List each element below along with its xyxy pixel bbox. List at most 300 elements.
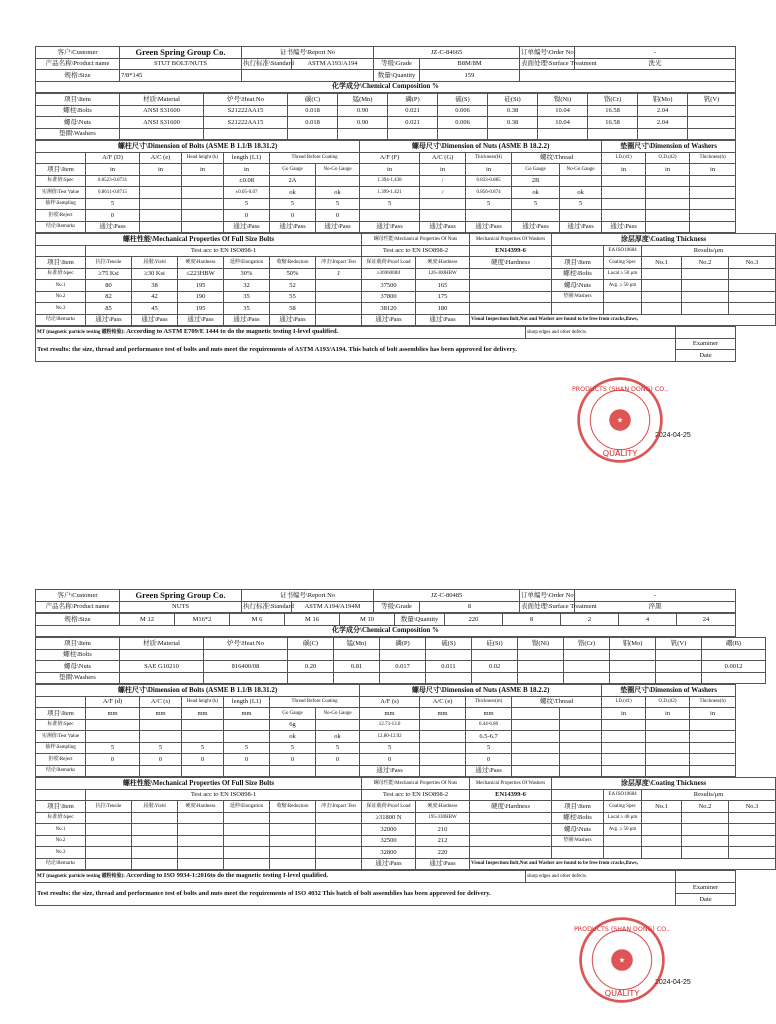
mech-cell (132, 812, 178, 824)
chem-cell: 0.90 (338, 117, 388, 129)
mech-cell (270, 824, 316, 836)
dim-cell (224, 719, 270, 731)
mech-cell: 82 (86, 291, 132, 303)
chem-header: 镍(Ni) (538, 94, 588, 106)
mech-cell (642, 291, 682, 303)
dim-cell (646, 210, 690, 222)
mech-header: 项目\Item (36, 257, 86, 269)
mech-cell: 58 (270, 303, 316, 315)
dim-row (36, 754, 736, 766)
dim-cell (140, 175, 182, 187)
dim-cell (512, 765, 560, 777)
coating-results-label: Results/μm (642, 789, 776, 801)
dim-cell (182, 719, 224, 731)
chem-cell (564, 672, 610, 684)
svg-text:★: ★ (616, 415, 624, 425)
mt-label: MT (magnetic particle testing 磁粉检验): (37, 874, 125, 880)
mech-cell: 通过\Pass (86, 314, 132, 326)
mech-cell: 50% (270, 268, 316, 280)
dim-cell: 0 (360, 754, 420, 766)
dim-cell: 5 (182, 742, 224, 754)
dim-cell (316, 175, 360, 187)
dim-cell (182, 221, 224, 233)
chem-header: 硅(Si) (488, 94, 538, 106)
product-value: STUT BOLT/NUTS (120, 58, 242, 70)
mech-header: 延伸\Elongation (224, 801, 270, 813)
mech-cell: 螺柱\Bolts (552, 812, 604, 824)
chem-cell (488, 128, 538, 140)
dim-row (36, 742, 736, 754)
cert1-dim-table (35, 140, 736, 233)
grade-value: B8M/8M (420, 58, 520, 70)
dim-cell (560, 742, 602, 754)
dim-cell: ok (270, 187, 316, 199)
mech-cell: J (316, 268, 362, 280)
mech-cell: 螺柱\Bolts (552, 268, 604, 280)
chem-cell: 0.38 (488, 105, 538, 117)
mech-cell (604, 291, 642, 303)
dim-cell: 5 (270, 198, 316, 210)
chem-header: 项目\Item (36, 94, 120, 106)
dim-unit: in (646, 164, 690, 176)
chem-header: 碳(C) (288, 94, 338, 106)
dim-row (36, 731, 736, 743)
mech-cell (470, 268, 552, 280)
seal-bottom-text: QUALITY (602, 448, 638, 458)
mech-header: 收缩\Reduction (270, 257, 316, 269)
mech-nut-title: 螺母性能\Mechanical Properties Of Nuts (362, 778, 470, 790)
dim-unit: mm (224, 708, 270, 720)
chem-row (36, 105, 736, 117)
size-value: M 16 (285, 614, 340, 626)
chem-cell: 0.81 (334, 661, 380, 673)
mech-cell: 190 (178, 291, 224, 303)
mech-cell (604, 303, 642, 315)
mech-cell (178, 858, 224, 870)
chem-cell (204, 128, 288, 140)
chem-cell (702, 672, 766, 684)
chem-cell (438, 128, 488, 140)
chem-cell (656, 661, 702, 673)
coating-col: No.2 (682, 257, 729, 269)
mech-cell (86, 824, 132, 836)
dim-header: I.D.(d1) (602, 696, 646, 708)
blank-cell (242, 70, 374, 82)
dim-cell: 结论\Remarks (36, 765, 86, 777)
mech-header: 冲击\Impact Test (316, 257, 362, 269)
mech-cell (316, 824, 362, 836)
coating-col: No.1 (642, 801, 682, 813)
mech-cell (224, 858, 270, 870)
report-label: 证书编号\Report No (242, 590, 374, 602)
dim-header: A/F (d) (86, 696, 140, 708)
dim-cell: ok (512, 187, 560, 199)
dim-cell (646, 731, 690, 743)
mech-cell (470, 812, 552, 824)
mech-cell (682, 812, 729, 824)
dim-cell (646, 187, 690, 199)
mech-header: 屈服\Yield (132, 257, 178, 269)
mech-cell: 通过\Pass (270, 314, 316, 326)
chem-cell: 0.90 (338, 105, 388, 117)
mech-cell: ≥75 Ksi (86, 268, 132, 280)
standard-label: 执行标准\Standard (242, 601, 292, 613)
dim-cell: 5 (316, 742, 360, 754)
chem-cell (656, 649, 702, 661)
dim-header: Head height (k) (182, 152, 224, 164)
mech-cell: No.3 (36, 303, 86, 315)
mech-cell: 210 (416, 824, 470, 836)
grade-label: 等级\Grade (374, 601, 420, 613)
mech-cell (270, 847, 316, 859)
mech-header: 硬度\Hardness (416, 801, 470, 813)
mech-cell: ≤223HBW (178, 268, 224, 280)
chem-header: 钒(V) (656, 638, 702, 650)
mech-cell (729, 812, 776, 824)
dim-header: Head height (k) (182, 696, 224, 708)
chem-cell: 10.04 (538, 117, 588, 129)
mech-cell (682, 835, 729, 847)
date-value: 2024-04-25 (655, 432, 691, 439)
chem-header: 炉号\Heat No (204, 638, 288, 650)
mech-cell (86, 835, 132, 847)
mech-cell (682, 824, 729, 836)
dim-cell (646, 221, 690, 233)
dim-cell (646, 198, 690, 210)
dim-nut-title: 螺母尺寸\Dimension of Nuts (ASME B 18.2.2) (360, 685, 602, 697)
dim-cell: 0.8611-0.8715 (86, 187, 140, 199)
chem-header: 碳(C) (288, 638, 334, 650)
dim-cell: ok (560, 187, 602, 199)
mech-cell (316, 314, 362, 326)
mech-cell (642, 812, 682, 824)
dim-cell (420, 198, 466, 210)
mech-cell (729, 268, 776, 280)
mech-cell (224, 824, 270, 836)
dim-cell (602, 731, 646, 743)
coating-col: Coating Spec (604, 801, 642, 813)
dim-cell: 5 (512, 198, 560, 210)
dim-cell (690, 719, 736, 731)
dim-cell (182, 187, 224, 199)
dim-cell: ok (270, 731, 316, 743)
dim-cell: 0.856-0.874 (466, 187, 512, 199)
blank-cell (552, 789, 604, 801)
size-label: 规格\Size (36, 614, 120, 626)
dim-cell (512, 742, 560, 754)
dim-cell: 通过\Pass (602, 221, 646, 233)
dim-cell: 5 (224, 198, 270, 210)
mech-cell: Avg. ≥ 50 μm (604, 824, 642, 836)
mech-row (36, 858, 776, 870)
mech-cell (316, 812, 362, 824)
mech-cell: 通过\Pass (224, 314, 270, 326)
chem-cell (610, 649, 656, 661)
dim-cell: 0.833-0.885 (466, 175, 512, 187)
chem-cell: ANSI S31600 (120, 117, 204, 129)
chem-header: 硫(S) (426, 638, 472, 650)
result-text: Test results: the size, thread and performance test of bolts and nuts meet the requirements of ISO 4032 This batch of bolt assemblies has been approved for delivery. (36, 882, 676, 905)
blank-cell (676, 871, 736, 883)
chem-cell (688, 117, 736, 129)
dim-unit: mm (86, 708, 140, 720)
chem-cell: S21222AA15 (204, 105, 288, 117)
mech-washer-title: Mechanical Properties Of Washers (470, 234, 552, 246)
dim-cell: 实测值\Test Value (36, 187, 86, 199)
dim-unit: Go Gauge (270, 708, 316, 720)
chem-header: 钒(V) (688, 94, 736, 106)
quantity-label: 数量\Quantity (374, 70, 420, 82)
chem-row (36, 672, 766, 684)
standard-label: 执行标准\Standard (242, 58, 292, 70)
chem-cell: S21222AA15 (204, 117, 288, 129)
mech-cell: 212 (416, 835, 470, 847)
mech-cell (86, 812, 132, 824)
chem-cell (338, 128, 388, 140)
dim-cell (690, 742, 736, 754)
dim-cell: 0 (316, 754, 360, 766)
mech-cell: 通过\Pass (416, 314, 470, 326)
dim-unit: No-Go Gauge (316, 164, 360, 176)
dim-cell (690, 210, 736, 222)
dim-cell: 5 (270, 742, 316, 754)
dim-header: A/F (s) (360, 696, 420, 708)
dim-unit: mm (140, 708, 182, 720)
coating-title: 涂层厚度\Coating Thickness (552, 234, 776, 246)
product-value: NUTS (120, 601, 242, 613)
mech-cell (470, 280, 552, 292)
mech-cell: 标准值\Spec (36, 812, 86, 824)
chem-cell: 0.0012 (702, 661, 766, 673)
report-no: JZ-C-84665 (374, 47, 520, 59)
chem-cell (518, 661, 564, 673)
chem-header: 硅(Si) (472, 638, 518, 650)
blank-cell (36, 152, 86, 164)
seal-top-text: PRODUCTS (SHAN DONG) CO., (572, 386, 668, 394)
chem-cell: 0.38 (488, 117, 538, 129)
dim-cell (86, 719, 140, 731)
dim-cell: 通过\Pass (420, 221, 466, 233)
mech-cell (132, 824, 178, 836)
dim-cell (560, 754, 602, 766)
surface-value: 淬黑 (575, 601, 736, 613)
chem-header: 硫(S) (438, 94, 488, 106)
chem-cell (472, 649, 518, 661)
mech-header: 冲击\Impact Test (316, 801, 362, 813)
mech-cell: 180 (416, 303, 470, 315)
chem-cell: 0.018 (288, 117, 338, 129)
company-seal-1 (572, 375, 668, 465)
mt-row (36, 327, 526, 339)
dim-cell (602, 742, 646, 754)
chem-cell (688, 105, 736, 117)
chem-row (36, 649, 766, 661)
dim-header: Thickness(m) (466, 696, 512, 708)
cert2-size-table (35, 613, 736, 637)
surface-value: 洗光 (575, 58, 736, 70)
mt-text: According to ASTM E709/E 1444 to do the magnetic testing I-level qualified. (126, 328, 339, 336)
chem-cell: 垫圈\Washers (36, 128, 120, 140)
cert1-mech-table (35, 233, 776, 326)
mech-cell (729, 291, 776, 303)
mech-cell (224, 812, 270, 824)
chem-cell (564, 661, 610, 673)
svg-text:★: ★ (618, 955, 626, 965)
chem-cell: 0.021 (388, 105, 438, 117)
product-label: 产品名称\Product name (36, 601, 120, 613)
dim-cell: 通过\Pass (466, 221, 512, 233)
mech-cell: Local ≥ 40 μm (604, 812, 642, 824)
mech-cell: 32000 (362, 824, 416, 836)
mech-cell: 垫圈\Washers (552, 291, 604, 303)
dim-header: A/C (e) (140, 152, 182, 164)
dim-cell (602, 754, 646, 766)
blank-cell (36, 789, 86, 801)
chem-cell (518, 649, 564, 661)
quantity-value: 220 (445, 614, 503, 626)
dim-nut-title: 螺母尺寸\Dimension of Nuts (ASME B 18.2.2) (360, 141, 602, 153)
dim-unit: in (182, 164, 224, 176)
dim-unit: No-Go Gauge (560, 164, 602, 176)
dim-unit: in (646, 708, 690, 720)
mech-cell (729, 847, 776, 859)
dim-header: 螺纹\Thread (512, 152, 602, 164)
dim-cell: 5 (466, 742, 512, 754)
chem-cell: 16.58 (588, 117, 638, 129)
chem-cell: 螺柱\Bolts (36, 649, 120, 661)
dim-cell (86, 765, 140, 777)
surface-label: 表面处理\Surface Treatment (520, 58, 575, 70)
dim-header: length (L1) (224, 152, 270, 164)
coating-col: No.2 (682, 801, 729, 813)
chem-header: 磷(P) (388, 94, 438, 106)
mech-row (36, 280, 776, 292)
dim-cell (182, 198, 224, 210)
mech-cell (316, 280, 362, 292)
mech-cell (604, 835, 642, 847)
product-label: 产品名称\Product name (36, 58, 120, 70)
chem-header: 锰(Mn) (338, 94, 388, 106)
mech-header: 项目\Item (552, 801, 604, 813)
dim-cell: 5 (86, 198, 140, 210)
dim-cell: 2A (270, 175, 316, 187)
mech-cell: 螺母\Nuts (552, 280, 604, 292)
mech-cell (682, 847, 729, 859)
dim-cell: 12.80-12.92 (360, 731, 420, 743)
cert2-header-table (35, 589, 736, 613)
mech-cell (132, 835, 178, 847)
dim-cell: 0 (270, 754, 316, 766)
dim-cell: 0 (270, 210, 316, 222)
dim-cell (646, 765, 690, 777)
chem-cell (334, 672, 380, 684)
dim-cell: 5 (316, 198, 360, 210)
dim-cell (466, 210, 512, 222)
customer-label: 客户\Customer (36, 590, 120, 602)
dim-cell: 通过\Pass (360, 221, 420, 233)
dim-unit: in (86, 164, 140, 176)
chem-header: 材质\Material (120, 638, 204, 650)
dim-cell (420, 765, 466, 777)
mech-cell (316, 291, 362, 303)
washer-std: EN14399-6 (470, 789, 552, 801)
dim-cell (182, 765, 224, 777)
dim-cell: 0 (224, 210, 270, 222)
washer-std: EN14399-6 (470, 245, 552, 257)
coating-col: Coating Spec (604, 257, 642, 269)
dim-cell: 12.73-13.0 (360, 719, 420, 731)
chem-cell (120, 672, 204, 684)
mech-cell: 30% (224, 268, 270, 280)
dim-header: A/C (G) (420, 152, 466, 164)
dim-header: Thickness(h) (690, 696, 736, 708)
dim-cell (360, 210, 420, 222)
date-label: Date (676, 894, 736, 906)
dim-cell (420, 210, 466, 222)
dim-cell: ±0.05-0.07 (224, 187, 270, 199)
dim-cell: 通过\Pass (86, 221, 140, 233)
mech-cell: 37800 (362, 291, 416, 303)
dim-unit: mm (466, 708, 512, 720)
chem-header: 铬(Cr) (588, 94, 638, 106)
dim-cell (224, 765, 270, 777)
blank-cell (520, 70, 736, 82)
dim-header: 螺纹\Thread (512, 696, 602, 708)
dim-cell (646, 175, 690, 187)
dim-unit: in (602, 708, 646, 720)
coating-col: No.3 (729, 257, 776, 269)
dim-unit: in (140, 164, 182, 176)
mech-cell: 通过\Pass (362, 858, 416, 870)
mech-cell (86, 858, 132, 870)
dim-cell (690, 187, 736, 199)
quantity-value: 24 (677, 614, 736, 626)
mech-cell: 42 (132, 291, 178, 303)
dim-cell: / (420, 175, 466, 187)
dim-cell: 0 (140, 754, 182, 766)
chem-cell (334, 649, 380, 661)
dim-cell: 通过\Pass (466, 765, 512, 777)
mech-cell: No.1 (36, 824, 86, 836)
mech-cell (642, 280, 682, 292)
mech-cell: 螺母\Nuts (552, 824, 604, 836)
mech-cell (682, 280, 729, 292)
blank-cell (36, 245, 86, 257)
mech-cell (642, 303, 682, 315)
dim-bolt-title: 螺柱尺寸\Dimension of Bolts (ASME B 1.1/B 18.31.2) (36, 141, 360, 153)
mech-cell (604, 847, 642, 859)
mech-cell (729, 303, 776, 315)
dim-cell: 通过\Pass (512, 221, 560, 233)
mech-cell (270, 812, 316, 824)
mech-cell: 37500 (362, 280, 416, 292)
mech-cell (270, 835, 316, 847)
chem-header: 锰(Mn) (334, 638, 380, 650)
size-value: M 10 (340, 614, 395, 626)
coating-results-label: Results/μm (642, 245, 776, 257)
chem-cell (610, 672, 656, 684)
mech-header: 硬度\Hardness (416, 257, 470, 269)
mech-row (36, 847, 776, 859)
chem-title: 化学成分\Chemical Composition % (36, 81, 736, 93)
dim-cell: 实测值\Test Value (36, 731, 86, 743)
blank-cell (552, 245, 604, 257)
chem-cell: 0.02 (472, 661, 518, 673)
dim-header: I.D.(d1) (602, 152, 646, 164)
mech-row (36, 291, 776, 303)
dim-cell: 0.8523-0.8731 (86, 175, 140, 187)
mech-cell (316, 858, 362, 870)
